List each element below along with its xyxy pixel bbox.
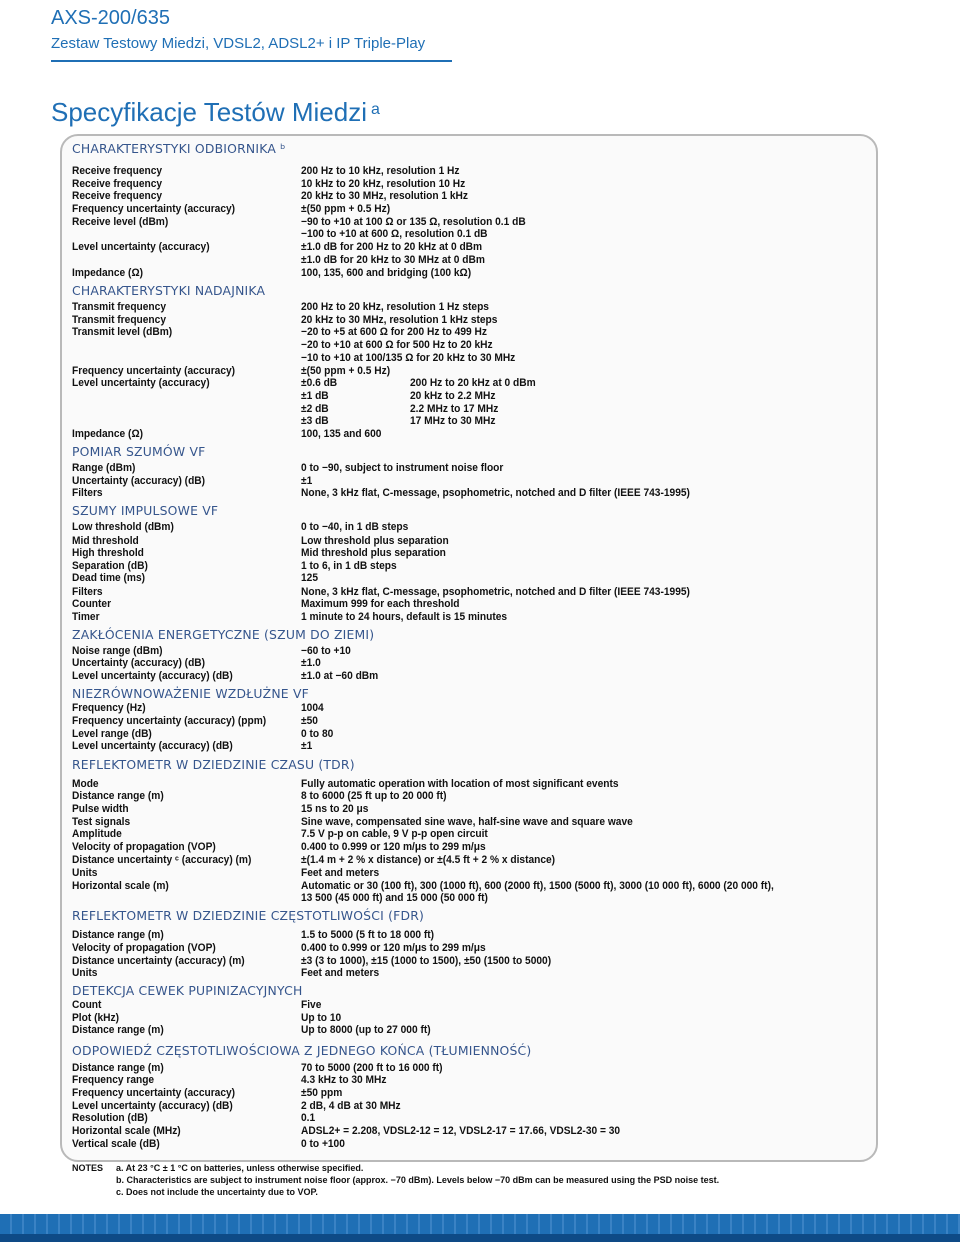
spec-value: −20 to +10 at 600 Ω for 500 Hz to 20 kHz xyxy=(301,339,493,352)
spec-label: Test signals xyxy=(72,816,131,829)
spec-label: Distance uncertainty ᶜ (accuracy) (m) xyxy=(72,854,252,867)
spec-label: Frequency (Hz) xyxy=(72,702,146,715)
spec-value: ±0.6 dB xyxy=(301,377,338,390)
spec-label: Level uncertainty (accuracy) xyxy=(72,241,210,254)
spec-label: Plot (kHz) xyxy=(72,1012,119,1025)
spec-label: Level uncertainty (accuracy) (dB) xyxy=(72,740,233,753)
spec-value: ±1 xyxy=(301,740,313,753)
spec-value-secondary: 200 Hz to 20 kHz at 0 dBm xyxy=(410,377,536,390)
section-heading-impulse-noise: SZUMY IMPULSOWE VF xyxy=(72,503,219,518)
spec-label: Filters xyxy=(72,487,103,500)
spec-label: Uncertainty (accuracy) (dB) xyxy=(72,475,206,488)
spec-value: ±50 xyxy=(301,715,318,728)
header-divider xyxy=(51,60,452,62)
spec-value: −100 to +10 at 600 Ω, resolution 0.1 dB xyxy=(301,228,488,241)
spec-value: 10 kHz to 20 kHz, resolution 10 Hz xyxy=(301,178,466,191)
spec-label: Distance range (m) xyxy=(72,1024,164,1037)
spec-value-secondary: 2.2 MHz to 17 MHz xyxy=(410,403,499,416)
spec-value-secondary: 20 kHz to 2.2 MHz xyxy=(410,390,496,403)
spec-label: Level uncertainty (accuracy) (dB) xyxy=(72,670,233,683)
spec-value: 2 dB, 4 dB at 30 MHz xyxy=(301,1100,401,1113)
spec-value: −10 to +10 at 100/135 Ω for 20 kHz to 30 MHz xyxy=(301,352,516,365)
spec-value: ±50 ppm xyxy=(301,1087,343,1100)
spec-value: 0 to −90, subject to instrument noise floor xyxy=(301,462,504,475)
spec-value: 100, 135 and 600 xyxy=(301,428,382,441)
footer-bar xyxy=(0,1214,960,1234)
spec-value: 8 to 6000 (25 ft up to 20 000 ft) xyxy=(301,790,447,803)
spec-value: −60 to +10 xyxy=(301,645,351,658)
spec-value: Up to 8000 (up to 27 000 ft) xyxy=(301,1024,431,1037)
spec-label: Velocity of propagation (VOP) xyxy=(72,841,216,854)
spec-value: ±2 dB xyxy=(301,403,329,416)
spec-value: None, 3 kHz flat, C-message, psophometric, notched and D filter (IEEE 743-1995) xyxy=(301,586,690,599)
spec-label: Receive frequency xyxy=(72,178,163,191)
spec-label: Amplitude xyxy=(72,828,122,841)
spec-value: 0.1 xyxy=(301,1112,316,1125)
spec-value: ±1 dB xyxy=(301,390,329,403)
spec-value: 20 kHz to 30 MHz, resolution 1 kHz xyxy=(301,190,468,203)
spec-label: Frequency uncertainty (accuracy) xyxy=(72,203,236,216)
spec-value: ±(1.4 m + 2 % x distance) or ±(4.5 ft + 2 % x distance) xyxy=(301,854,556,867)
spec-label: Count xyxy=(72,999,102,1012)
spec-value: 125 xyxy=(301,572,318,585)
spec-label: Low threshold (dBm) xyxy=(72,521,174,534)
spec-value: Automatic or 30 (100 ft), 300 (1000 ft), 600 (2000 ft), 1500 (5000 ft), 3000 (10 000 ft), 6000 (20 000 ft), xyxy=(301,880,774,893)
spec-value: 0 to 80 xyxy=(301,728,334,741)
spec-label: Dead time (ms) xyxy=(72,572,146,585)
spec-label: Mode xyxy=(72,778,99,791)
spec-label: Resolution (dB) xyxy=(72,1112,148,1125)
spec-label: Uncertainty (accuracy) (dB) xyxy=(72,657,206,670)
spec-value: Maximum 999 for each threshold xyxy=(301,598,460,611)
spec-value-secondary: 17 MHz to 30 MHz xyxy=(410,415,496,428)
spec-value: 1 minute to 24 hours, default is 15 minutes xyxy=(301,611,508,624)
spec-value: Feet and meters xyxy=(301,967,380,980)
spec-label: Transmit frequency xyxy=(72,314,166,327)
spec-value: 15 ns to 20 μs xyxy=(301,803,369,816)
spec-value: 20 kHz to 30 MHz, resolution 1 kHz steps xyxy=(301,314,498,327)
spec-value: ±(50 ppm + 0.5 Hz) xyxy=(301,203,391,216)
spec-value: 13 500 (45 000 ft) and 15 000 (50 000 ft) xyxy=(301,892,488,905)
document-subtitle: Zestaw Testowy Miedzi, VDSL2, ADSL2+ i IP Triple-Play xyxy=(51,35,426,52)
spec-value: ±1.0 dB for 200 Hz to 20 kHz at 0 dBm xyxy=(301,241,483,254)
spec-label: Horizontal scale (m) xyxy=(72,880,169,893)
spec-value: 200 Hz to 20 kHz, resolution 1 Hz steps xyxy=(301,301,489,314)
spec-label: Transmit frequency xyxy=(72,301,166,314)
spec-label: Level range (dB) xyxy=(72,728,152,741)
page-title-text: Specyfikacje Testów Miedzi xyxy=(51,97,367,127)
section-heading-power-influence: ZAKŁÓCENIA ENERGETYCZNE (SZUM DO ZIEMI) xyxy=(72,627,375,642)
spec-label: Receive frequency xyxy=(72,190,163,203)
notes-label: NOTES xyxy=(72,1163,104,1173)
spec-value: Feet and meters xyxy=(301,867,380,880)
spec-label: Distance range (m) xyxy=(72,929,164,942)
spec-label: Mid threshold xyxy=(72,535,139,548)
section-heading-tdr: REFLEKTOMETR W DZIEDZINIE CZASU (TDR) xyxy=(72,757,355,772)
document-title: AXS-200/635 xyxy=(51,7,170,29)
spec-value: ±1.0 xyxy=(301,657,321,670)
spec-label: Units xyxy=(72,967,98,980)
spec-value: 7.5 V p-p on cable, 9 V p-p open circuit xyxy=(301,828,488,841)
spec-value: Fully automatic operation with location of most significant events xyxy=(301,778,619,791)
spec-value: −20 to +5 at 600 Ω for 200 Hz to 499 Hz xyxy=(301,326,487,339)
spec-value: 0 to −40, in 1 dB steps xyxy=(301,521,409,534)
spec-label: Impedance (Ω) xyxy=(72,428,144,441)
spec-value: ±3 dB xyxy=(301,415,329,428)
spec-value: 70 to 5000 (200 ft to 16 000 ft) xyxy=(301,1062,443,1075)
spec-label: Timer xyxy=(72,611,100,624)
spec-label: Transmit level (dBm) xyxy=(72,326,173,339)
spec-label: Frequency uncertainty (accuracy) xyxy=(72,1087,236,1100)
spec-label: Range (dBm) xyxy=(72,462,136,475)
spec-label: Counter xyxy=(72,598,112,611)
spec-label: Level uncertainty (accuracy) xyxy=(72,377,210,390)
spec-value: 4.3 kHz to 30 MHz xyxy=(301,1074,387,1087)
spec-value: ±1 xyxy=(301,475,313,488)
spec-value: ±(50 ppm + 0.5 Hz) xyxy=(301,365,391,378)
spec-value: None, 3 kHz flat, C-message, psophometric, notched and D filter (IEEE 743-1995) xyxy=(301,487,690,500)
section-heading-vf-noise: POMIAR SZUMÓW VF xyxy=(72,444,206,459)
spec-label: Horizontal scale (MHz) xyxy=(72,1125,181,1138)
spec-label: Velocity of propagation (VOP) xyxy=(72,942,216,955)
spec-value: Five xyxy=(301,999,322,1012)
spec-label: Distance range (m) xyxy=(72,790,164,803)
note-b: b. Characteristics are subject to instrument noise floor (approx. −70 dBm). Levels below −70 dBm can be measured using the PSD noise test. xyxy=(116,1175,720,1185)
section-heading-receiver: CHARAKTERYSTYKI ODBIORNIKA ᵇ xyxy=(72,141,286,156)
spec-value: Sine wave, compensated sine wave, half-sine wave and square wave xyxy=(301,816,633,829)
section-heading-load-coil: DETEKCJA CEWEK PUPINIZACYJNYCH xyxy=(72,983,303,998)
section-heading-fdr: REFLEKTOMETR W DZIEDZINIE CZĘSTOTLIWOŚCI (FDR) xyxy=(72,908,425,923)
footer-stripe xyxy=(0,1214,960,1234)
spec-value: 100, 135, 600 and bridging (100 kΩ) xyxy=(301,267,472,280)
note-a: a. At 23 °C ± 1 °C on batteries, unless otherwise specified. xyxy=(116,1163,364,1173)
spec-label: Pulse width xyxy=(72,803,129,816)
spec-label: Noise range (dBm) xyxy=(72,645,163,658)
section-heading-longitudinal-balance: NIEZRÓWNOWAŻENIE WZDŁUŻNE VF xyxy=(72,686,309,701)
spec-label: Units xyxy=(72,867,98,880)
page-title xyxy=(51,97,380,128)
spec-value: 1.5 to 5000 (5 ft to 18 000 ft) xyxy=(301,929,435,942)
spec-label: Vertical scale (dB) xyxy=(72,1138,160,1151)
spec-value: ±1.0 dB for 20 kHz to 30 MHz at 0 dBm xyxy=(301,254,485,267)
spec-value: ±1.0 at −60 dBm xyxy=(301,670,379,683)
spec-value: 0 to +100 xyxy=(301,1138,345,1151)
spec-value: 1004 xyxy=(301,702,324,715)
spec-label: High threshold xyxy=(72,547,144,560)
note-c: c. Does not include the uncertainty due to VOP. xyxy=(116,1187,318,1197)
page-title-footnote: a xyxy=(371,101,380,118)
spec-label: Receive level (dBm) xyxy=(72,216,169,229)
spec-value: 0.400 to 0.999 or 120 m/μs to 299 m/μs xyxy=(301,841,486,854)
spec-label: Frequency range xyxy=(72,1074,155,1087)
spec-label: Filters xyxy=(72,586,103,599)
section-heading-frequency-response: ODPOWIEDŹ CZĘSTOTLIWOŚCIOWA Z JEDNEGO KOŃCA (TŁUMIENNOŚĆ) xyxy=(72,1043,532,1058)
spec-value: ADSL2+ = 2.208, VDSL2-12 = 12, VDSL2-17 = 17.66, VDSL2-30 = 30 xyxy=(301,1125,621,1138)
spec-label: Frequency uncertainty (accuracy) xyxy=(72,365,236,378)
spec-value: Low threshold plus separation xyxy=(301,535,449,548)
spec-value: 0.400 to 0.999 or 120 m/μs to 299 m/μs xyxy=(301,942,486,955)
spec-value: Up to 10 xyxy=(301,1012,342,1025)
spec-label: Impedance (Ω) xyxy=(72,267,144,280)
spec-value: −90 to +10 at 100 Ω or 135 Ω, resolution 0.1 dB xyxy=(301,216,526,229)
spec-label: Level uncertainty (accuracy) (dB) xyxy=(72,1100,233,1113)
footer-band xyxy=(0,1234,960,1242)
section-heading-transmitter: CHARAKTERYSTYKI NADAJNIKA xyxy=(72,283,266,298)
spec-value: Mid threshold plus separation xyxy=(301,547,446,560)
spec-label: Separation (dB) xyxy=(72,560,148,573)
spec-label: Receive frequency xyxy=(72,165,163,178)
spec-label: Distance range (m) xyxy=(72,1062,164,1075)
spec-value: 200 Hz to 10 kHz, resolution 1 Hz xyxy=(301,165,460,178)
spec-label: Distance uncertainty (accuracy) (m) xyxy=(72,955,245,968)
spec-value: 1 to 6, in 1 dB steps xyxy=(301,560,397,573)
spec-label: Frequency uncertainty (accuracy) (ppm) xyxy=(72,715,267,728)
spec-value: ±3 (3 to 1000), ±15 (1000 to 1500), ±50 (1500 to 5000) xyxy=(301,955,552,968)
